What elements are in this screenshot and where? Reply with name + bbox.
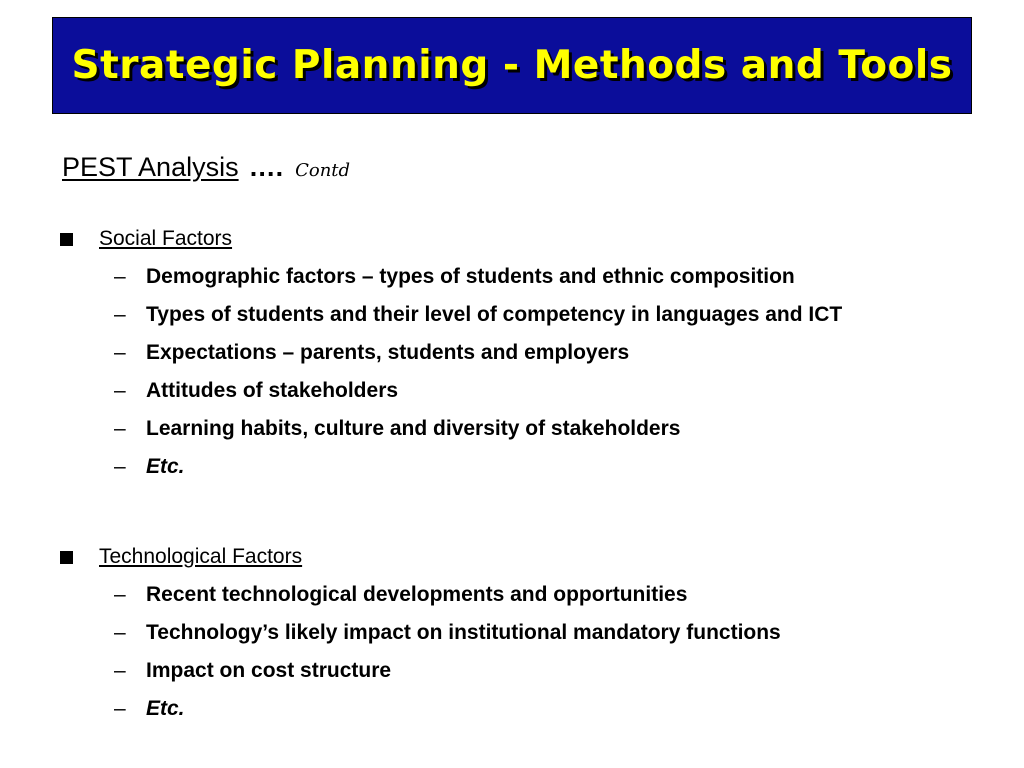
- list-item-text: Etc.: [146, 455, 185, 478]
- subtitle-heading: PEST Analysis: [62, 152, 239, 182]
- dash-bullet-icon: –: [114, 621, 126, 644]
- section-technological-factors: [60, 543, 960, 721]
- section-heading-label: Social Factors: [99, 227, 233, 250]
- list-item: [60, 697, 960, 721]
- section-social-factors: [60, 225, 960, 479]
- dash-bullet-icon: –: [114, 697, 126, 720]
- list-item-text: Attitudes of stakeholders: [146, 379, 399, 402]
- list-item-text: Expectations – parents, students and employers: [146, 341, 630, 364]
- dash-bullet-icon: –: [114, 303, 126, 326]
- list-item: [60, 303, 960, 327]
- dash-bullet-icon: –: [114, 455, 126, 478]
- subtitle-contd: Contd: [295, 160, 351, 181]
- square-bullet-icon: [60, 551, 73, 564]
- list-item-text: Technology’s likely impact on institutional mandatory functions: [146, 621, 781, 644]
- square-bullet-icon: [60, 233, 73, 246]
- section-heading-label: Technological Factors: [99, 545, 303, 568]
- sub-list: [60, 583, 960, 721]
- subtitle-ellipsis: ….: [248, 152, 284, 182]
- list-item-text: Types of students and their level of competency in languages and ICT: [146, 303, 843, 326]
- section-heading: [60, 543, 960, 571]
- slide-title: Strategic Planning - Methods and Tools: [71, 43, 953, 88]
- title-banner: [52, 17, 972, 114]
- list-item: [60, 265, 960, 289]
- list-item: [60, 659, 960, 683]
- list-item: [60, 583, 960, 607]
- list-item-text: Etc.: [146, 697, 185, 720]
- list-item: [60, 417, 960, 441]
- list-item: [60, 379, 960, 403]
- dash-bullet-icon: –: [114, 265, 126, 288]
- subtitle-row: [62, 152, 350, 183]
- list-item-text: Recent technological developments and opportunities: [146, 583, 688, 606]
- dash-bullet-icon: –: [114, 379, 126, 402]
- list-item-text: Learning habits, culture and diversity of stakeholders: [146, 417, 681, 440]
- list-item-text: Impact on cost structure: [146, 659, 392, 682]
- list-item: [60, 341, 960, 365]
- dash-bullet-icon: –: [114, 341, 126, 364]
- dash-bullet-icon: –: [114, 659, 126, 682]
- sub-list: [60, 265, 960, 479]
- dash-bullet-icon: –: [114, 417, 126, 440]
- list-item-text: Demographic factors – types of students and ethnic composition: [146, 265, 795, 288]
- list-item: [60, 455, 960, 479]
- section-heading: [60, 225, 960, 253]
- list-item: [60, 621, 960, 645]
- dash-bullet-icon: –: [114, 583, 126, 606]
